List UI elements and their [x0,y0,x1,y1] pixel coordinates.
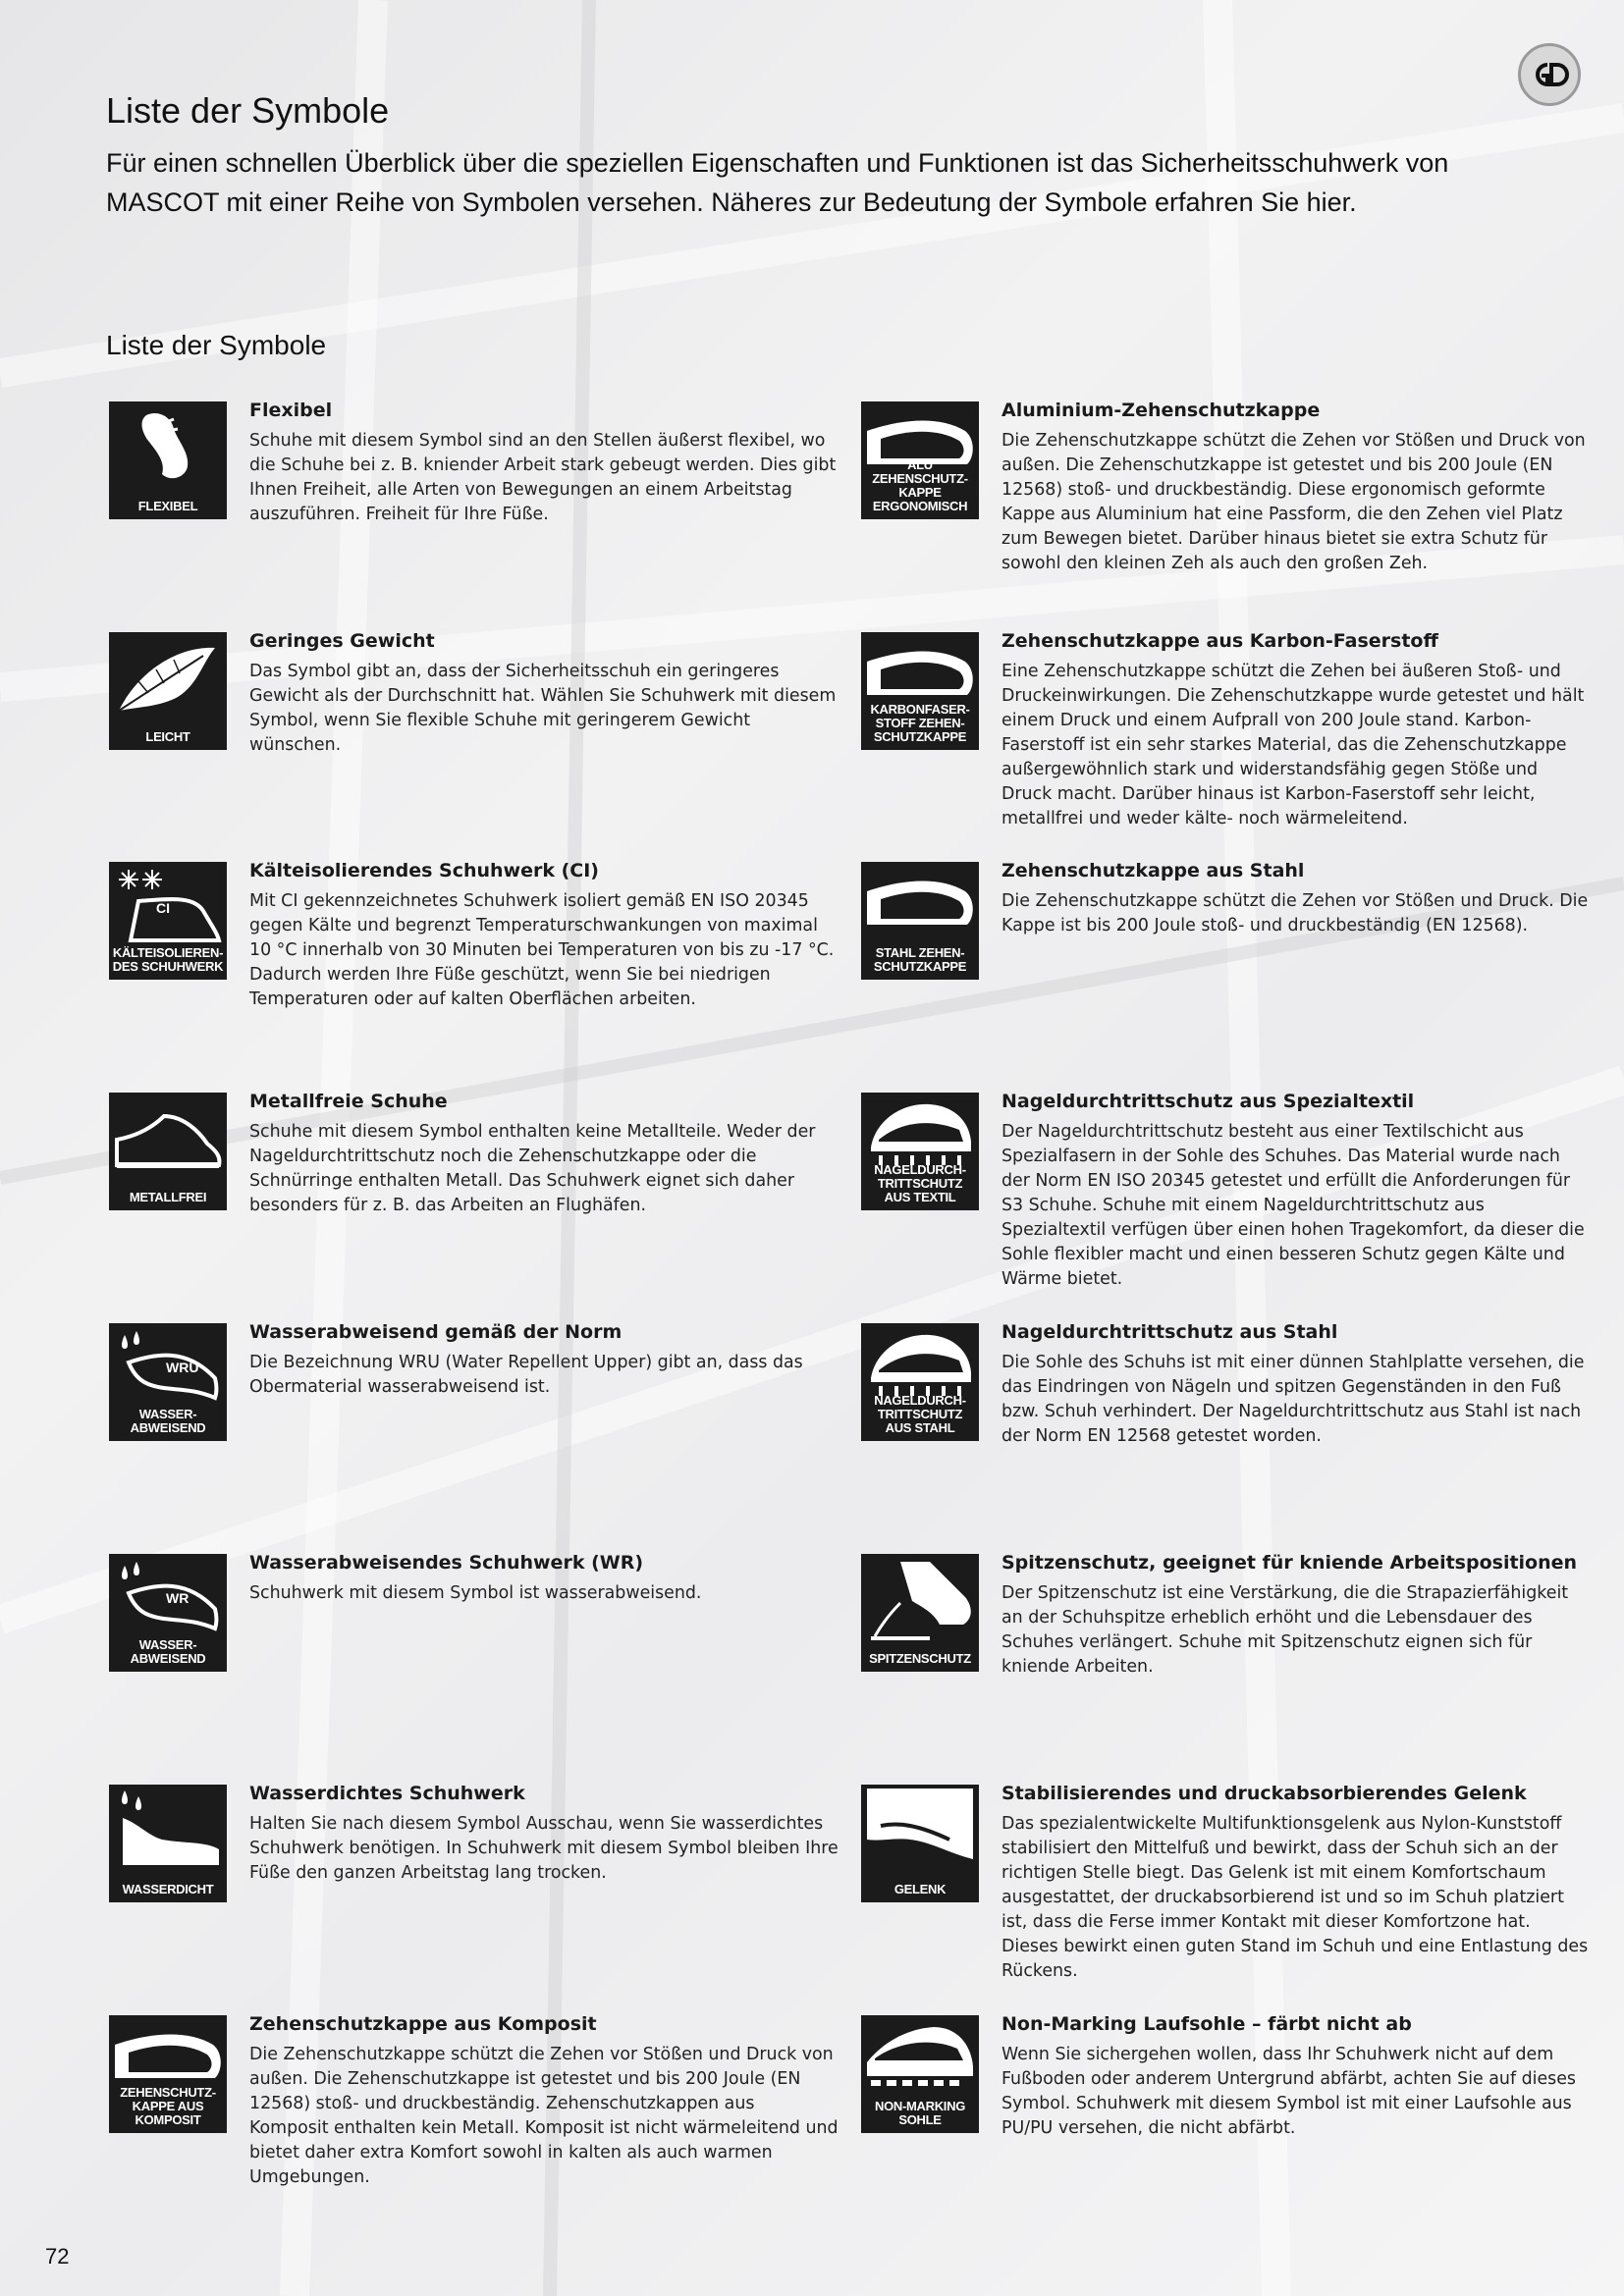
symbol-description: Mit CI gekennzeichnetes Schuhwerk isoliert gemäß EN ISO 20345 gegen Kälte und begrenzt Temperaturschwankungen von maximal 10 °C innerhalb von 30 Minuten bei Temperaturen von bis zu -17 °C. Dadurch werden Ihre Füße geschützt, wenn Sie bei niedrigen Temperaturen oder auf kalten Oberflächen arbeiten. [249,891,835,1009]
symbol-heading: Wasserabweisendes Schuhwerk (WR) [249,1552,644,1574]
toecap-icon [109,2015,227,2133]
symbol-description: Der Nageldurchtrittschutz besteht aus einer Textilschicht aus Spezialfasern in der Sohle des Schuhes. Das Material wurde nach der Norm EN ISO 20345 getestet und erfüllt die Anforderungen für S3 Schuhe. Schuhe mit einem Nageldurchtrittschutz aus Spezialtextil verfügen über einen hohen Tragekomfort, da dieser die Sohle flexibler macht und einen besseren Schutz gegen Kälte und Wärme bietet. [1001,1122,1585,1289]
symbol-heading: Zehenschutzkappe aus Stahl [1001,860,1305,881]
symbol-caption: NAGELDURCH- TRITTSCHUTZ AUS STAHL [874,1393,966,1435]
symbol-description: Schuhe mit diesem Symbol sind an den Stellen äußerst flexibel, wo die Schuhe bei z. B. kniender Arbeit stark gebeugt werden. Dies gibt Ihnen Freiheit, alle Arten von Bewegungen an einem Arbeitstag auszuführen. Freiheit für Ihre Füße. [249,431,837,524]
nail-shoe-icon [861,1323,979,1441]
symbol-heading: Zehenschutzkappe aus Karbon-Faserstoff [1001,630,1438,652]
symbol-description: Die Zehenschutzkappe schützt die Zehen vor Stößen und Druck von außen. Die Zehenschutzkappe ist getestet und bis 200 Joule (EN 12568) stoß- und druckbeständig. Zehenschutzkappen aus Komposit enthalten kein Metall. Komposit ist nicht wärmeleitend und bietet daher extra Komfort sowohl in kalten als auch warmen Umgebungen. [249,2045,839,2187]
shoe-outline-icon [109,1093,227,1210]
symbol-heading: Nageldurchtrittschutz aus Stahl [1001,1321,1338,1343]
symbol-description: Halten Sie nach diesem Symbol Ausschau, wenn Sie wasserdichtes Schuhwerk benötigen. In Schuhwerk mit diesem Symbol bleiben Ihre Füße den ganzen Arbeitstag lang trocken. [249,1814,839,1883]
symbol-caption: WASSER- ABWEISEND [130,1637,206,1666]
waterproof-shoe-icon [109,1785,227,1902]
symbol-caption: METALLFREI [129,1190,207,1204]
symbol-heading: Kälteisolierendes Schuhwerk (CI) [249,860,599,881]
symbol-heading: Geringes Gewicht [249,630,435,652]
intro-paragraph: Für einen schnellen Überblick über die speziellen Eigenschaften und Funktionen ist das Sicherheitsschuhwerk von MASCOT mit einer Reihe von Symbolen versehen. Näheres zur Bedeutung der Symbole erfahren Sie hier. [106,148,1449,217]
feather-icon [109,632,227,750]
symbol-description: Schuhwerk mit diesem Symbol ist wasserabweisend. [249,1583,702,1603]
water-drop-shoe-icon [109,1554,227,1672]
symbol-caption: KARBONFASER- STOFF ZEHEN- SCHUTZKAPPE [870,702,970,744]
symbol-heading: Nageldurchtrittschutz aus Spezialtextil [1001,1091,1415,1112]
symbol-caption: NAGELDURCH- TRITTSCHUTZ AUS TEXTIL [874,1162,966,1204]
symbol-description: Die Zehenschutzkappe schützt die Zehen vor Stößen und Druck von außen. Die Zehenschutzkappe ist getestet und bis 200 Joule (EN 12568) stoß- und druckbeständig. Diese ergonomisch geformte Kappe aus Aluminium hat eine Passform, die den Zehen viel Platz zum Bewegen bietet. Darüber hinaus bietet sie extra Schutz für sowohl den kleinen Zeh als auch den großen Zeh. [1001,431,1586,573]
toecap-icon [861,632,979,750]
section-title: Liste der Symbole [106,330,327,360]
symbol-caption: STAHL ZEHEN- SCHUTZKAPPE [873,945,967,974]
toecap-icon [861,401,979,519]
symbol-caption: WASSERDICHT [122,1882,214,1896]
nail-shoe-icon [861,1093,979,1210]
symbol-heading: Wasserdichtes Schuhwerk [249,1783,525,1804]
shank-shoe-icon [861,1785,979,1902]
flex-shoe-icon [109,401,227,519]
svg-text:WRU: WRU [166,1360,199,1375]
symbol-description: Die Sohle des Schuhs ist mit einer dünnen Stahlplatte versehen, die das Eindringen von Nägeln und spitzen Gegenständen in den Fuß bzw. Schuh verhindert. Der Nageldurchtrittschutz aus Stahl ist nach der Norm EN 12568 getestet worden. [1001,1353,1585,1446]
svg-text:WR: WR [166,1590,189,1606]
snowflake-shoe-icon [109,862,227,980]
symbol-caption: ZEHENSCHUTZ- KAPPE AUS KOMPOSIT [120,2085,216,2127]
symbol-caption: NON-MARKING SOHLE [874,2099,966,2127]
symbol-caption: SPITZENSCHUTZ [869,1651,971,1666]
symbol-description: Schuhe mit diesem Symbol enthalten keine Metallteile. Weder der Nageldurchtrittschutz noch die Zehenschutzkappe oder die Schnürringe enthalten Metall. Das Schuhwerk eignet sich daher besonders für z. B. das Arbeiten an Flughäfen. [249,1122,816,1215]
symbol-heading: Wasserabweisend gemäß der Norm [249,1321,623,1343]
kneeling-shoe-icon [861,1554,979,1672]
symbol-caption: WASSER- ABWEISEND [130,1407,206,1435]
symbol-heading: Metallfreie Schuhe [249,1091,448,1112]
symbol-caption: ALU ZEHENSCHUTZ- KAPPE ERGONOMISCH [872,457,968,513]
symbol-description: Das spezialentwickelte Multifunktionsgelenk aus Nylon-Kunststoff stabilisiert den Mittelfuß und bewirkt, dass der Schuh sich an der richtigen Stelle biegt. Das Gelenk ist mit einem Komfortschaum ausgestattet, der druckabsorbierend ist und so im Schuh platziert ist, dass die Ferse immer Kontakt mit dieser Komfortzone hat. Dieses bewirkt einen guten Stand im Schuh und eine Entlastung des Rückens. [1001,1814,1589,1981]
gd-logo-icon [1518,43,1581,106]
svg-text:CI: CI [156,900,170,916]
symbol-description: Der Spitzenschutz ist eine Verstärkung, die die Strapazierfähigkeit an der Schuhspitze erheblich erhöht und die Lebensdauer des Schuhes verlängert. Schuhe mit Spitzenschutz eignen sich für kniende Arbeiten. [1001,1583,1569,1677]
page-title: Liste der Symbole [106,90,390,131]
symbol-description: Eine Zehenschutzkappe schützt die Zehen bei äußeren Stoß- und Druckeinwirkungen. Die Zehenschutzkappe wurde getestet und hält einem Druck und einem Aufprall von 200 Joule stand. Karbon-Faserstoff ist ein sehr starkes Material, das die Zehenschutzkappe außergewöhnlich stark und widerstandsfähig gegen Stöße und Druck macht. Darüber hinaus ist Karbon-Faserstoff sehr leicht, metallfrei und weder kälte- noch wärmeleitend. [1001,662,1585,828]
symbol-caption: LEICHT [145,729,190,744]
symbol-heading: Stabilisierendes und druckabsorbierendes Gelenk [1001,1783,1527,1804]
symbol-caption: GELENK [893,1882,947,1896]
page-number: 72 [45,2244,70,2269]
symbol-heading: Zehenschutzkappe aus Komposit [249,2013,597,2035]
symbol-description: Wenn Sie sichergehen wollen, dass Ihr Schuhwerk nicht auf dem Fußboden oder anderem Untergrund abfärbt, achten Sie auf dieses Symbol. Schuhwerk mit diesem Symbol ist mit einer Laufsohle aus PU/PU versehen, die nicht abfärbt. [1001,2045,1576,2138]
toecap-icon [861,862,979,980]
symbol-description: Die Zehenschutzkappe schützt die Zehen vor Stößen und Druck. Die Kappe ist bis 200 Joule stoß- und druckbeständig (EN 12568). [1001,891,1589,935]
symbol-caption: KÄLTEISOLIEREN- DES SCHUHWERK [112,945,224,974]
symbol-heading: Spitzenschutz, geeignet für kniende Arbeitspositionen [1001,1552,1578,1574]
symbol-description: Die Bezeichnung WRU (Water Repellent Upper) gibt an, dass das Obermaterial wasserabweisend ist. [249,1353,803,1397]
symbol-heading: Flexibel [249,400,333,421]
sole-tread-icon [861,2015,979,2133]
symbol-heading: Non-Marking Laufsohle – färbt nicht ab [1001,2013,1412,2035]
water-drop-shoe-icon [109,1323,227,1441]
symbol-description: Das Symbol gibt an, dass der Sicherheitsschuh ein geringeres Gewicht als der Durchschnitt hat. Wählen Sie Schuhwerk mit diesem Symbol, wenn Sie flexible Schuhe mit geringerem Gewicht wünschen. [249,662,837,755]
symbol-caption: FLEXIBEL [137,499,198,513]
symbol-heading: Aluminium-Zehenschutzkappe [1001,400,1321,421]
